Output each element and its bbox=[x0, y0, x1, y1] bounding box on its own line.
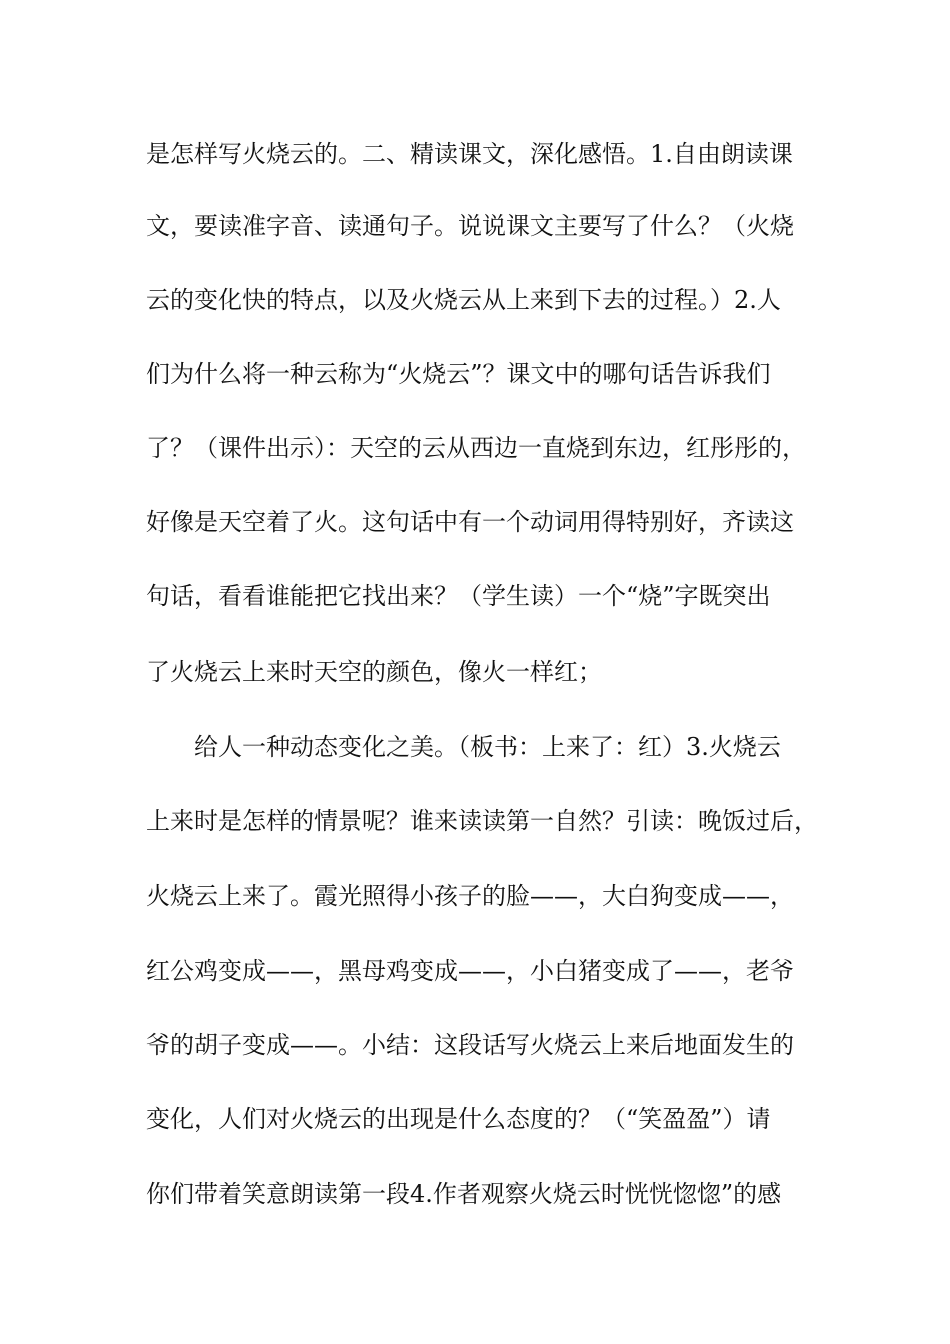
text-line: 火烧云上来了。霞光照得小孩子的脸——，大白狗变成——， bbox=[146, 882, 794, 910]
text-line: 文，要读准字音、读通句子。说说课文主要写了什么？（火烧 bbox=[146, 212, 794, 240]
text-line: 了火烧云上来时天空的颜色，像火一样红； bbox=[146, 658, 602, 686]
text-line: 爷的胡子变成——。小结：这段话写火烧云上来后地面发生的 bbox=[146, 1031, 794, 1059]
text-line: 句话，看看谁能把它找出来？（学生读）一个“烧”字既突出 bbox=[146, 582, 771, 610]
text-line: 给人一种动态变化之美。（板书：上来了：红）3.火烧云 bbox=[194, 733, 781, 761]
text-line: 们为什么将一种云称为“火烧云”？课文中的哪句话告诉我们 bbox=[146, 360, 771, 388]
text-line: 了？（课件出示）：天空的云从西边一直烧到东边，红彤彤的， bbox=[146, 434, 806, 462]
text-line: 好像是天空着了火。这句话中有一个动词用得特别好，齐读这 bbox=[146, 508, 794, 536]
text-line: 是怎样写火烧云的。二、精读课文，深化感悟。1.自由朗读课 bbox=[146, 140, 793, 168]
text-line: 变化，人们对火烧云的出现是什么态度的？（“笑盈盈”）请 bbox=[146, 1105, 771, 1133]
text-line: 云的变化快的特点，以及火烧云从上来到下去的过程。）2.人 bbox=[146, 286, 781, 314]
text-line: 红公鸡变成——，黑母鸡变成——，小白猪变成了——，老爷 bbox=[146, 957, 794, 985]
text-line: 上来时是怎样的情景呢？谁来读读第一自然？引读：晚饭过后， bbox=[146, 807, 818, 835]
text-line: 你们带着笑意朗读第一段4.作者观察火烧云时恍恍惚惚”的感 bbox=[146, 1180, 782, 1208]
